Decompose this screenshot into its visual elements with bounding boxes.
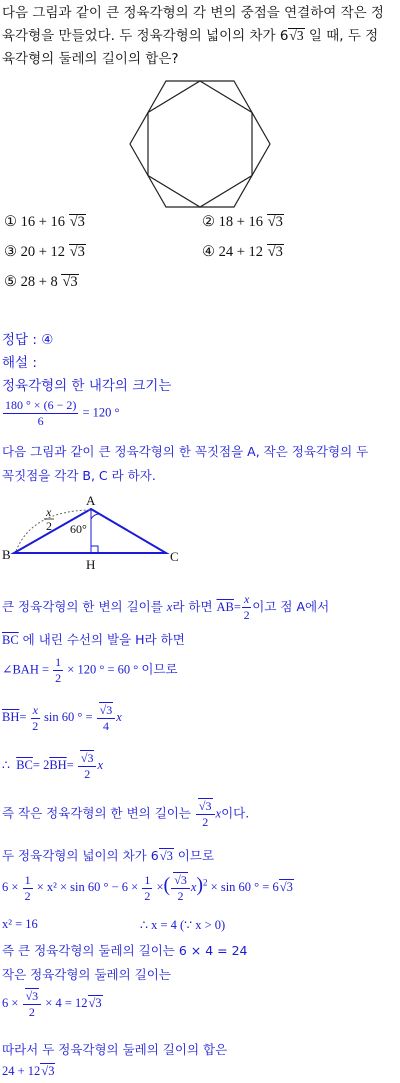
label-C: C <box>170 549 179 564</box>
solution-line-15: 작은 정육각형의 둘레의 길이는 <box>2 967 171 982</box>
solution-line-14: 즉 큰 정육각형의 둘레의 길이는 6 × 4 = 24 <box>2 943 248 958</box>
triangle-abc <box>14 509 166 553</box>
solution-line-13b: ∴ x = 4 (∵ x > 0) <box>140 918 226 932</box>
choice-1[interactable]: ① 16 + 16 √3 <box>4 214 85 230</box>
choice-2[interactable]: ② 18 + 16 √3 <box>202 214 283 230</box>
solution-line-12: 6 × $\frac{1}{2}$ × x² × sin 60 ° − 6 × $\frac{1}{2}$ ×( $\frac{√3}{2}$ x)$^2$ × sin 60 ° = 6√3 <box>2 872 293 903</box>
solution-line-13a: x² = 16 <box>2 917 38 931</box>
solution-line-8: $\overline{BH}=$ $\frac{x}{2}$ sin 60 ° = $\frac{√3}{4}$ x <box>2 702 122 733</box>
solution-line-10: 즉 작은 정육각형의 한 변의 길이는 $\frac{√3}{2}$ x이다. <box>2 799 250 829</box>
choice-5[interactable]: ⑤ 28 + 8 √3 <box>4 274 78 290</box>
solution-line-18: 24 + 12√3 <box>2 1064 55 1078</box>
solution-line-16: 6 × $\frac{√3}{2}$ × 4 = 12√3 <box>2 989 102 1019</box>
choice-4[interactable]: ④ 24 + 12 √3 <box>202 244 283 260</box>
problem-line-3: 육각형의 둘레의 길이의 합은? <box>2 51 179 67</box>
sqrt-3: √3 <box>289 28 304 43</box>
solution-line-5: 큰 정육각형의 한 변의 길이를 x라 하면 $\overline{AB}=$ $\frac{x}{2}$ 이고 점 A에서 <box>2 592 330 622</box>
solution-line-9: ∴ $\overline{BC}= 2\overline{BH}=$ $\frac{√3}{2}$ x <box>2 751 104 781</box>
solution-line-3: 다음 그림과 같이 큰 정육각형의 한 꼭짓점을 A, 작은 정육각형의 두 <box>2 444 369 459</box>
label-B: B <box>2 547 11 562</box>
explain-label: 해설 : <box>2 355 37 371</box>
angle-arc <box>91 514 99 519</box>
answer-label: 정답 : ④ <box>2 332 54 348</box>
problem-text <box>2 2 398 71</box>
triangle-figure <box>2 493 190 575</box>
label-2: 2 <box>46 519 52 533</box>
right-angle-mark <box>91 546 98 553</box>
label-x: x <box>46 505 52 519</box>
solution-line-4: 꼭짓점을 각각 B, C 라 하자. <box>2 468 156 483</box>
solution-line-2: $\frac{180 ^\circ \times (6 - 2)}{6}$ = 120 ° <box>5 398 120 428</box>
label-angle-60: 60° <box>70 522 87 536</box>
large-hexagon <box>130 81 270 207</box>
solution-line-17: 따라서 두 정육각형의 둘레의 길이의 합은 <box>2 1042 228 1057</box>
solution-line-1: 정육각형의 한 내각의 크기는 <box>2 378 172 394</box>
problem-line-2: 육각형을 만들었다. 두 정육각형의 넓이의 차가 6 <box>2 28 289 44</box>
label-H: H <box>86 557 96 572</box>
small-hexagon <box>148 81 252 207</box>
problem-line-1: 다음 그림과 같이 큰 정육각형의 각 변의 중점을 연결하여 작은 정 <box>2 5 384 21</box>
choice-3[interactable]: ③ 20 + 12 √3 <box>4 244 85 260</box>
label-A: A <box>86 493 96 508</box>
problem-line-2b: 일 때, 두 정 <box>308 28 379 44</box>
solution-line-7: ∠BAH = $\frac{1}{2}$ × 120 ° = 60 ° 이므로 <box>2 655 178 685</box>
solution-line-6: $\overline{BC}$ 에 내린 수선의 발을 H라 하면 <box>2 632 185 647</box>
solution-line-11: 두 정육각형의 넓이의 차가 6√3 이므로 <box>2 848 215 863</box>
hexagon-figure <box>126 78 274 210</box>
